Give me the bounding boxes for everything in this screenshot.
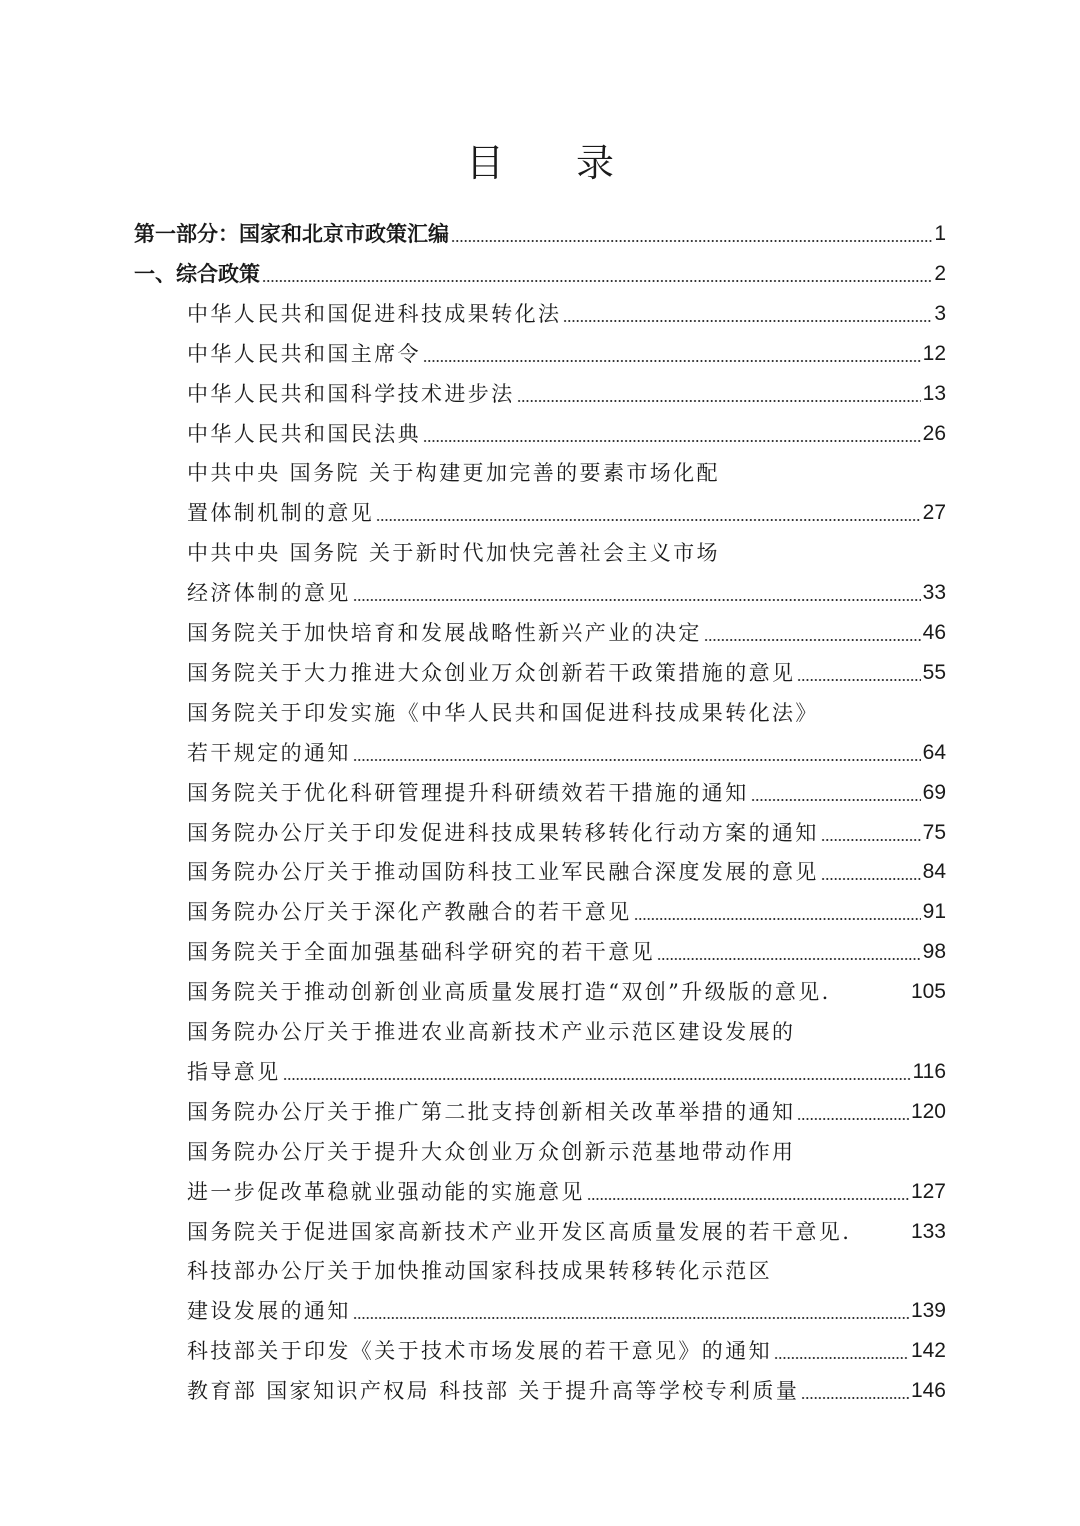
toc-leader-dots [563,320,932,322]
toc-entry-title: 科技部办公厅关于加快推动国家科技成果转移转化示范区 [187,1259,772,1284]
toc-entry-title: 国务院办公厅关于推进农业高新技术产业示范区建设发展的 [187,1020,796,1044]
toc-entry-title: 国务院办公厅关于推广第二批支持创新相关改革举措的通知 [187,1099,796,1124]
toc-entry[interactable] [187,808,946,848]
toc-entry-title: 中华人民共和国民法典 [187,421,421,446]
toc-leader-dots [451,240,932,242]
toc-entry[interactable] [187,488,946,528]
toc-entry[interactable] [187,1286,946,1326]
toc-entry-title: 建设发展的通知 [187,1299,351,1324]
toc-entry[interactable] [187,1047,946,1087]
toc-leader-dots [751,799,921,801]
toc-entry-title: 国务院办公厅关于深化产教融合的若干意见 [187,900,632,925]
toc-entry-title: 教育部 国家知识产权局 科技部 关于提升高等学校专利质量 [187,1379,800,1404]
toc-leader-dots [423,440,921,442]
toc-entry-title: 中华人民共和国促进科技成果转化法 [187,301,562,326]
toc-entry[interactable] [187,568,946,608]
toc-page-number: 46 [922,621,946,644]
toc-entry[interactable] [187,448,946,488]
toc-page-number: 75 [922,820,946,844]
toc-entry-title: 国务院关于推动创新创业高质量发展打造“双创”升级版的意见. [187,980,831,1005]
toc-leader-dots [353,1317,909,1319]
toc-entry-title: 国务院办公厅关于印发促进科技成果转移转化行动方案的通知 [187,820,819,845]
toc-page-number: 91 [922,900,946,924]
toc-entry-title: 第一部分：国家和北京市政策汇编 [134,221,449,246]
toc-entry[interactable] [187,369,946,409]
toc-entry[interactable] [187,847,946,887]
toc-entry-title: 一、综合政策 [134,260,260,286]
toc-page-number: 127 [910,1179,946,1203]
toc-entry[interactable] [187,728,946,768]
toc-entry[interactable] [187,1007,946,1047]
toc-page-number: 69 [922,780,946,804]
page-title: 目 录 [465,141,645,185]
toc-page-number: 55 [922,660,946,684]
toc-page-number: 116 [912,1059,946,1083]
toc-leader-dots [797,1118,909,1120]
toc-entry[interactable] [187,1326,946,1366]
toc-leader-dots [262,280,932,282]
toc-entry-title: 经济体制的意见 [187,581,351,606]
toc-entry[interactable] [187,1127,946,1167]
toc-entry-title: 国务院关于印发实施《中华人民共和国促进科技成果转化法》 [187,700,819,725]
toc-section-heading[interactable] [134,249,946,289]
toc-page-number: 84 [922,860,946,884]
toc-leader-dots [774,1357,909,1359]
toc-page-number: 26 [922,421,946,445]
toc-entry-title: 国务院关于促进国家高新技术产业开发区高质量发展的若干意见. [187,1219,852,1244]
toc-entry[interactable] [187,289,946,329]
toc-entry[interactable] [187,887,946,927]
toc-leader-dots [634,918,921,920]
toc-entry[interactable] [187,1246,946,1286]
toc-entry[interactable] [187,1167,946,1207]
toc-page-number: 2 [934,261,946,285]
toc-page-number: 120 [910,1099,946,1123]
toc-entry[interactable] [187,927,946,967]
toc-leader-dots [704,639,921,641]
toc-entry-title: 国务院关于加快培育和发展战略性新兴产业的决定 [187,621,702,645]
toc-page-number: 13 [922,381,946,405]
toc-entry-title: 国务院关于优化科研管理提升科研绩效若干措施的通知 [187,780,749,805]
toc-entry-title: 中共中央 国务院 关于构建更加完善的要素市场化配 [187,461,720,486]
toc-entry-title: 置体制机制的意见 [187,501,375,526]
toc-entry-title: 中华人民共和国科学技术进步法 [187,381,515,406]
toc-entry-title: 指导意见 [187,1059,281,1084]
toc-entry[interactable] [187,1087,946,1127]
toc-page-number: 1 [934,222,946,245]
toc-leader-dots [376,519,920,521]
toc-entry[interactable] [187,528,946,568]
toc-entry[interactable] [187,688,946,728]
toc-page-number: 12 [922,341,946,365]
toc-entry-title: 中华人民共和国主席令 [187,341,421,366]
toc-leader-dots [797,679,920,681]
toc-leader-dots [821,878,921,880]
toc-page-number: 64 [922,740,946,764]
toc-page-number: 146 [910,1379,946,1403]
toc-leader-dots [801,1397,909,1399]
toc-entry[interactable] [187,608,946,648]
toc-page-number: 3 [934,301,946,325]
toc-page-number: 139 [910,1299,946,1323]
toc-entry[interactable] [187,648,946,688]
toc-entry[interactable] [187,1366,946,1406]
toc-entry-title: 国务院办公厅关于提升大众创业万众创新示范基地带动作用 [187,1139,796,1164]
toc-page-number: 98 [922,940,946,964]
toc-entry-title: 科技部关于印发《关于技术市场发展的若干意见》的通知 [187,1339,772,1364]
toc-entry[interactable] [187,1207,946,1247]
toc-page-number: 33 [922,581,946,605]
toc-entry-title: 国务院办公厅关于推动国防科技工业军民融合深度发展的意见 [187,860,819,885]
toc-entry[interactable] [187,967,946,1007]
toc-section-heading[interactable] [134,209,946,249]
toc-entry-title: 国务院关于大力推进大众创业万众创新若干政策措施的意见 [187,660,796,685]
toc-entry-title: 若干规定的通知 [187,740,351,765]
toc-page-number: 133 [910,1219,946,1243]
toc-page-number: 27 [922,501,946,525]
toc-leader-dots [423,360,921,362]
toc-page-number: 105 [910,980,946,1004]
toc-leader-dots [587,1198,909,1200]
toc-entry-title: 中共中央 国务院 关于新时代加快完善社会主义市场 [187,541,720,566]
toc-entry[interactable] [187,329,946,369]
toc-leader-dots [353,759,921,761]
toc-page-number: 142 [910,1339,946,1363]
toc-entry-title: 国务院关于全面加强基础科学研究的若干意见 [187,940,655,965]
toc-leader-dots [657,958,921,960]
toc-leader-dots [353,599,921,601]
toc-entry[interactable] [187,768,946,808]
toc-leader-dots [517,400,921,402]
toc-leader-dots [283,1078,911,1080]
toc-entry[interactable] [187,409,946,449]
toc-leader-dots [821,839,921,841]
toc-entry-title: 进一步促改革稳就业强动能的实施意见 [187,1179,585,1204]
